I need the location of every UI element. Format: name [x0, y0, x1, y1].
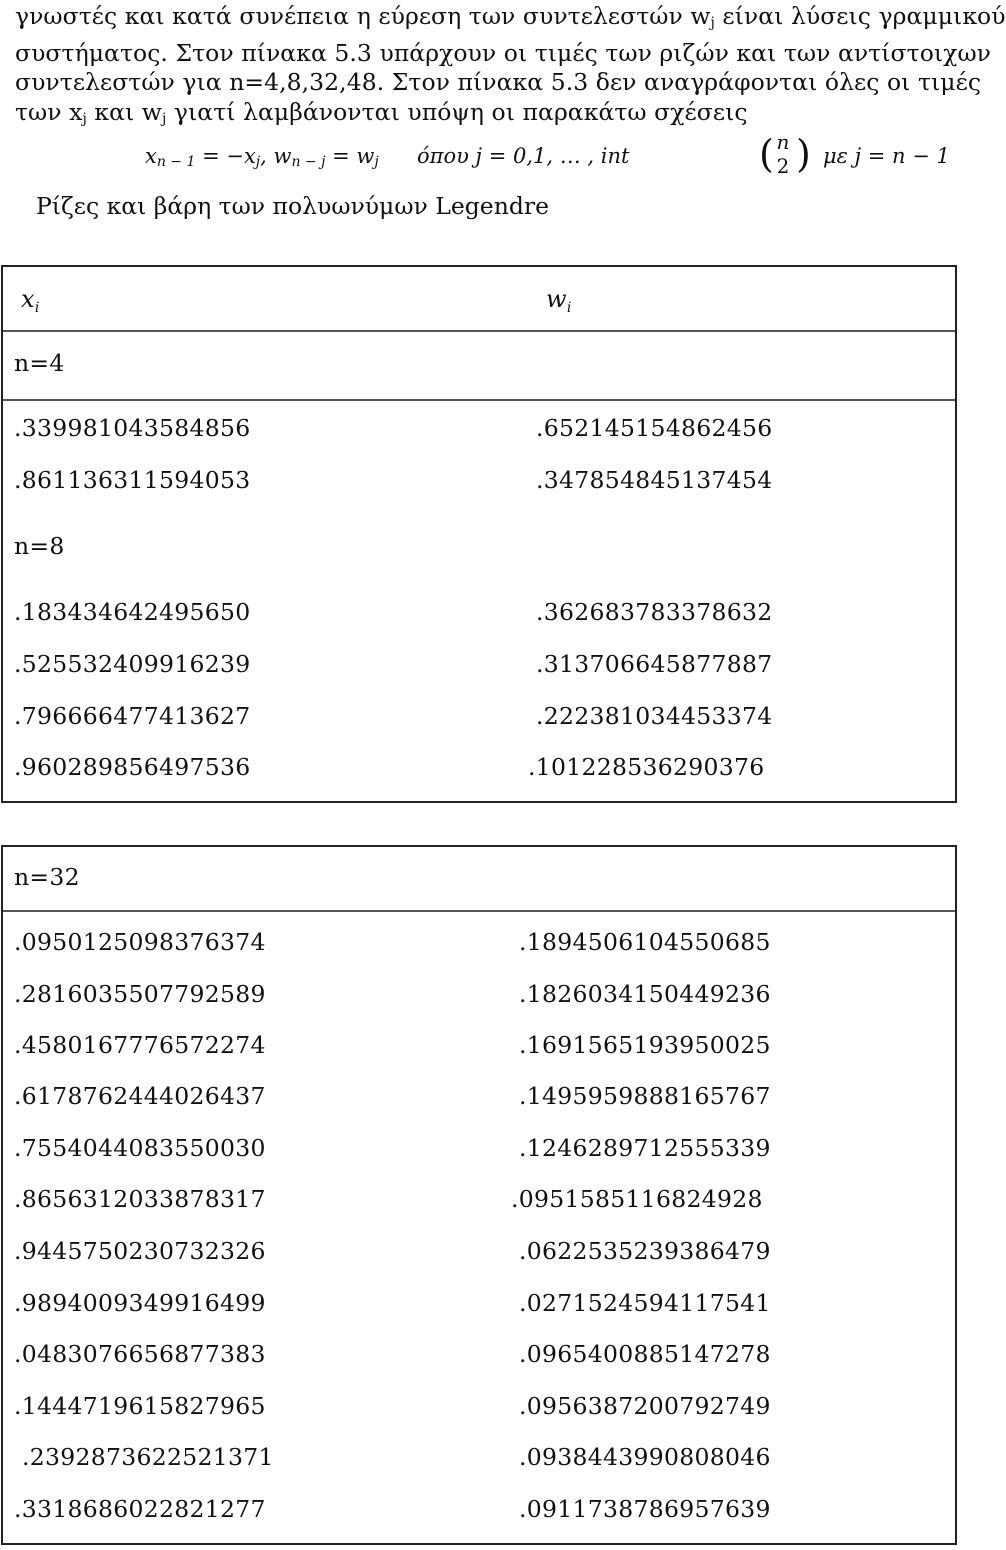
- table1-divider-header: [3, 330, 955, 332]
- n4-x-1: .861136311594053: [14, 466, 251, 494]
- n8-x-2: .796666477413627: [14, 702, 251, 730]
- formula-left: $x_{n - 1} = -x_j$, $w_{n - j} = w_j$: [145, 144, 379, 170]
- n32-x-3: .6178762444026437: [14, 1082, 266, 1110]
- group-label-n8: n=8: [14, 532, 65, 560]
- relation-formula: [145, 130, 950, 184]
- n4-x-0: .339981043584856: [14, 414, 251, 442]
- n32-w-5: .0951585116824928: [511, 1185, 763, 1213]
- paragraph-line-4: των $x_j$ και $w_j$ γιατί λαμβάνονται υπόψη οι παρακάτω σχέσεις: [15, 97, 748, 127]
- n32-x-7: .9894009349916499: [14, 1289, 266, 1317]
- n8-x-1: .525532409916239: [14, 650, 251, 678]
- n32-w-1: .1826034150449236: [519, 980, 771, 1008]
- n8-w-0: .362683783378632: [536, 598, 773, 626]
- formula-where: όπου j = 0,1, … , int: [417, 144, 630, 168]
- legendre-table-1: [1, 265, 957, 803]
- n32-w-11: .0911738786957639: [519, 1495, 771, 1523]
- n32-w-2: .1691565193950025: [519, 1031, 771, 1059]
- table1-divider-n4: [3, 399, 955, 401]
- intro-paragraph: [15, 2, 1006, 134]
- header-w: $w_i$: [546, 285, 572, 316]
- n32-x-0: .0950125098376374: [14, 928, 266, 956]
- n32-x-9: .1444719615827965: [14, 1392, 266, 1420]
- n8-w-1: .313706645877887: [536, 650, 773, 678]
- n4-w-0: .652145154862456: [536, 414, 773, 442]
- n8-w-2: .222381034453374: [536, 702, 773, 730]
- n32-w-4: .1246289712555339: [519, 1134, 771, 1162]
- formula-with: με j = n − 1: [823, 144, 950, 168]
- n32-w-9: .0956387200792749: [519, 1392, 771, 1420]
- n32-x-5: .8656312033878317: [14, 1185, 266, 1213]
- header-x: $x_i$: [21, 285, 40, 316]
- n32-w-3: .1495959888165767: [519, 1082, 771, 1110]
- group-label-n4: n=4: [14, 349, 65, 377]
- n32-x-2: .4580167776572274: [14, 1031, 266, 1059]
- n32-w-7: .0271524594117541: [519, 1289, 771, 1317]
- n32-x-1: .2816035507792589: [14, 980, 266, 1008]
- n32-x-4: .7554044083550030: [14, 1134, 266, 1162]
- formula-fraction: n 2: [776, 130, 790, 178]
- formula-left-paren: (: [759, 132, 774, 176]
- n4-w-1: .347854845137454: [536, 466, 773, 494]
- table2-divider-n32: [3, 910, 955, 912]
- paragraph-line-2: συστήματος. Στον πίνακα 5.3 υπάρχουν οι τιμές των ριζών και των αντίστοιχων: [15, 38, 991, 67]
- table-caption: Ρίζες και βάρη των πολυωνύμων Legendre: [36, 192, 550, 220]
- n32-x-10: .2392873622521371: [22, 1443, 274, 1471]
- paragraph-line-3: συντελεστών για n=4,8,32,48. Στον πίνακα 5.3 δεν αναγράφονται όλες οι τιμές: [15, 68, 982, 96]
- n32-x-8: .0483076656877383: [14, 1340, 266, 1368]
- n32-w-6: .0622535239386479: [519, 1237, 771, 1265]
- n32-w-0: .1894506104550685: [519, 928, 771, 956]
- formula-right-paren: ): [796, 132, 811, 176]
- n32-x-6: .9445750230732326: [14, 1237, 266, 1265]
- legendre-table-2: [1, 845, 957, 1545]
- group-label-n32: n=32: [14, 863, 80, 891]
- n8-x-3: .960289856497536: [14, 753, 251, 781]
- n8-x-0: .183434642495650: [14, 598, 251, 626]
- n8-w-3: .101228536290376: [528, 753, 765, 781]
- paragraph-line-1: γνωστές και κατά συνέπεια η εύρεση των συντελεστών $w_j$ είναι λύσεις γραμμικού: [15, 2, 1006, 31]
- n32-x-11: .3318686022821277: [14, 1495, 266, 1523]
- n32-w-10: .0938443990808046: [519, 1443, 771, 1471]
- n32-w-8: .0965400885147278: [519, 1340, 771, 1368]
